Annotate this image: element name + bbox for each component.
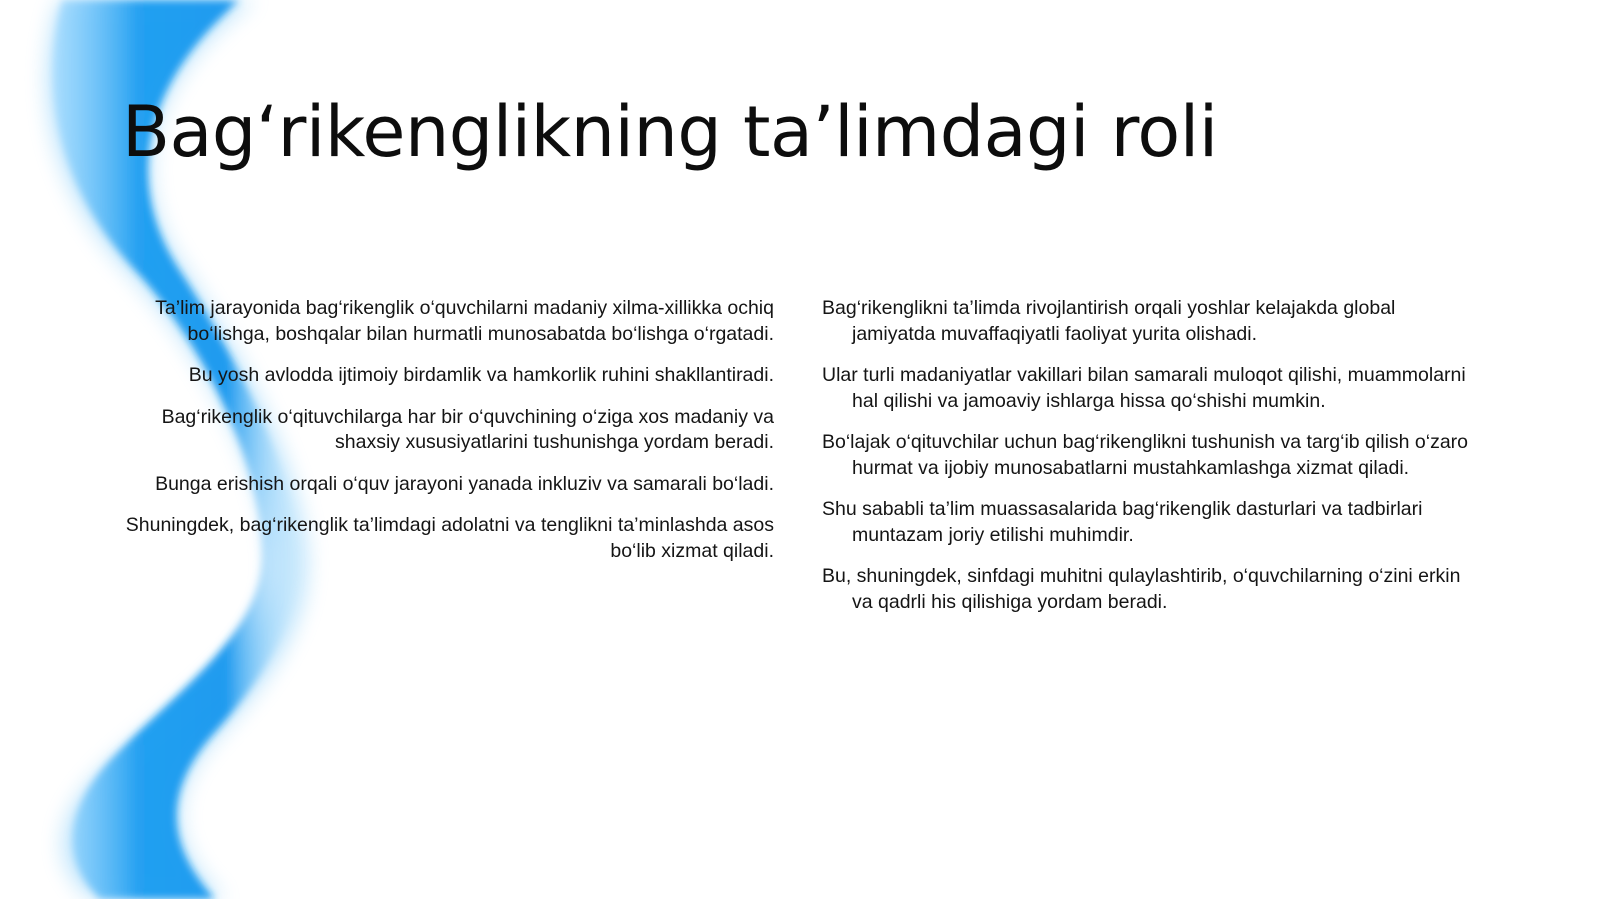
right-paragraph-2: Ular turli madaniyatlar vakillari bilan samarali muloqot qilishi, muammolarni hal qilishi va jamoaviy ishlarga hissa qo‘shishi mumkin. xyxy=(822,364,1466,412)
right-paragraph-4: Shu sababli ta’lim muassasalarida bag‘rikenglik dasturlari va tadbirlari muntazam joriy etilishi muhimdir. xyxy=(822,498,1423,546)
left-paragraph-4: Bunga erishish orqali o‘quv jarayoni yanada inkluziv va samarali bo‘ladi. xyxy=(155,472,774,495)
left-paragraph-3: Bag‘rikenglik o‘qituvchilarga har bir o‘quvchining o‘ziga xos madaniy va shaxsiy xususiyatlarini tushunishga yordam beradi. xyxy=(161,405,774,453)
left-paragraph-1: Ta’lim jarayonida bag‘rikenglik o‘quvchilarni madaniy xilma-xillikka ochiq bo‘lishga, boshqalar bilan hurmatli munosabatda bo‘lishga o‘rgatadi. xyxy=(155,297,774,345)
right-paragraph-3: Bo‘lajak o‘qituvchilar uchun bag‘rikenglikni tushunish va targ‘ib qilish o‘zaro hurmat va ijobiy munosabatlarni mustahkamlashga xizmat qiladi. xyxy=(822,431,1469,479)
right-paragraph-5: Bu, shuningdek, sinfdagi muhitni qulaylashtirib, o‘quvchilarning o‘zini erkin va qadrli his qilishiga yordam beradi. xyxy=(822,565,1461,613)
right-paragraph-1: Bag‘rikenglikni ta’limda rivojlantirish orqali yoshlar kelajakda global jamiyatda muvaffaqiyatli faoliyat yurita olishadi. xyxy=(822,297,1396,345)
slide-title: Bag‘rikenglikning ta’limdagi roli xyxy=(122,91,1218,173)
left-paragraph-2: Bu yosh avlodda ijtimoiy birdamlik va hamkorlik ruhini shakllantiradi. xyxy=(188,364,774,386)
left-text-column xyxy=(120,296,774,580)
left-paragraph-5: Shuningdek, bag‘rikenglik ta’limdagi adolatni va tenglikni ta’minlashda asos bo‘lib xizmat qiladi. xyxy=(125,514,774,562)
right-text-column xyxy=(822,296,1482,631)
